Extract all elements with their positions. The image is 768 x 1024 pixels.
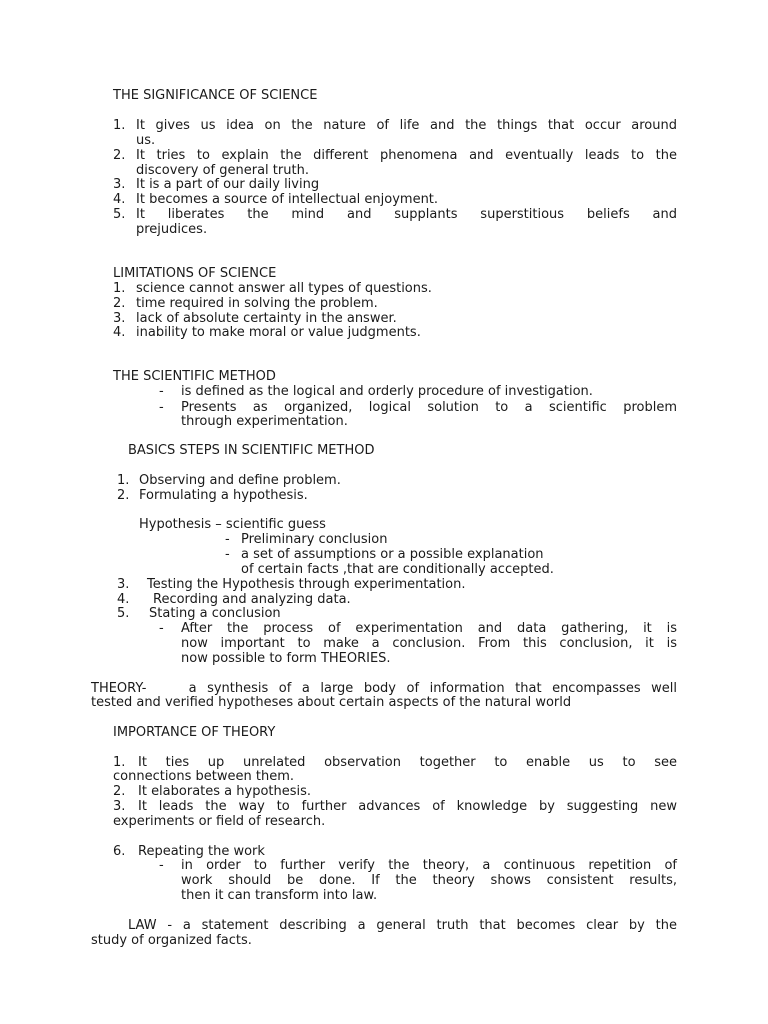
list-item-continuation: prejudices. [136,222,208,237]
bullet-item: in order to further verify the theory, a continuous repetition of [181,858,677,873]
bullet-item-continuation: now important to make a conclusion. From this conclusion, it is [181,636,677,651]
list-item: time required in solving the problem. [136,296,378,311]
list-item: It gives us idea on the nature of life and the things that occur around [136,118,677,133]
list-item: inability to make moral or value judgments. [136,325,421,340]
bullet-item-continuation: of certain facts ,that are conditionally accepted. [241,562,554,577]
law-definition: LAW - a statement describing a general truth that becomes clear by the [128,918,677,933]
list-item: science cannot answer all types of questions. [136,281,432,296]
list-item: Stating a conclusion [149,606,281,621]
bullet-item: After the process of experimentation and data gathering, it is [181,621,677,636]
list-number: 5. [113,207,126,222]
list-number: 4. [113,192,126,207]
list-item: It is a part of our daily living [136,177,320,192]
list-number: 3. [117,577,130,592]
list-item-continuation: connections between them. [113,769,295,784]
method-heading: THE SCIENTIFIC METHOD [113,369,276,384]
dash-bullet: - [159,858,164,873]
list-number: 1. [113,281,126,296]
list-number: 5. [117,606,130,621]
list-item: lack of absolute certainty in the answer. [136,311,397,326]
list-number: 2. [113,148,126,163]
list-number: 1. [113,118,126,133]
dash-bullet: - [225,547,230,562]
significance-heading: THE SIGNIFICANCE OF SCIENCE [113,88,318,103]
bullet-item-continuation: then it can transform into law. [181,888,378,903]
list-item: It ties up unrelated observation together to enable us to see [138,755,677,770]
dash-bullet: - [159,621,164,636]
law-definition-continuation: study of organized facts. [91,933,252,948]
list-number: 1. [113,755,126,770]
importance-heading: IMPORTANCE OF THEORY [113,725,276,740]
list-number: 6. [113,844,126,859]
list-number: 1. [117,473,130,488]
theory-definition: THEORY- a synthesis of a large body of information that encompasses well [91,681,677,696]
bullet-item: is defined as the logical and orderly procedure of investigation. [181,384,593,399]
list-item: Testing the Hypothesis through experimentation. [147,577,466,592]
list-number: 3. [113,311,126,326]
theory-definition-continuation: tested and verified hypotheses about certain aspects of the natural world [91,695,572,710]
list-item: Repeating the work [138,844,265,859]
list-number: 2. [117,488,130,503]
list-item: It tries to explain the different phenomena and eventually leads to the [136,148,677,163]
list-item: Formulating a hypothesis. [139,488,308,503]
list-item-continuation: experiments or field of research. [113,814,326,829]
hypothesis-label: Hypothesis – scientific guess [139,517,326,532]
list-item: Observing and define problem. [139,473,341,488]
limitations-heading: LIMITATIONS OF SCIENCE [113,266,277,281]
basics-heading: BASICS STEPS IN SCIENTIFIC METHOD [128,443,375,458]
list-item: It becomes a source of intellectual enjoyment. [136,192,439,207]
bullet-item-continuation: through experimentation. [181,414,348,429]
bullet-item: Presents as organized, logical solution to a scientific problem [181,400,677,415]
bullet-item: a set of assumptions or a possible explanation [241,547,544,562]
list-number: 4. [117,592,130,607]
list-number: 3. [113,177,126,192]
bullet-item-continuation: work should be done. If the theory shows consistent results, [181,873,677,888]
dash-bullet: - [159,384,164,399]
bullet-item: Preliminary conclusion [241,532,388,547]
list-number: 3. [113,799,126,814]
list-item: It elaborates a hypothesis. [138,784,312,799]
list-number: 4. [113,325,126,340]
dash-bullet: - [159,400,164,415]
list-item: Recording and analyzing data. [153,592,351,607]
dash-bullet: - [225,532,230,547]
list-number: 2. [113,784,126,799]
bullet-item-continuation: now possible to form THEORIES. [181,651,391,666]
list-item-continuation: us. [136,133,156,148]
list-item: It leads the way to further advances of knowledge by suggesting new [138,799,677,814]
list-item-continuation: discovery of general truth. [136,163,309,178]
list-number: 2. [113,296,126,311]
list-item: It liberates the mind and supplants superstitious beliefs and [136,207,677,222]
